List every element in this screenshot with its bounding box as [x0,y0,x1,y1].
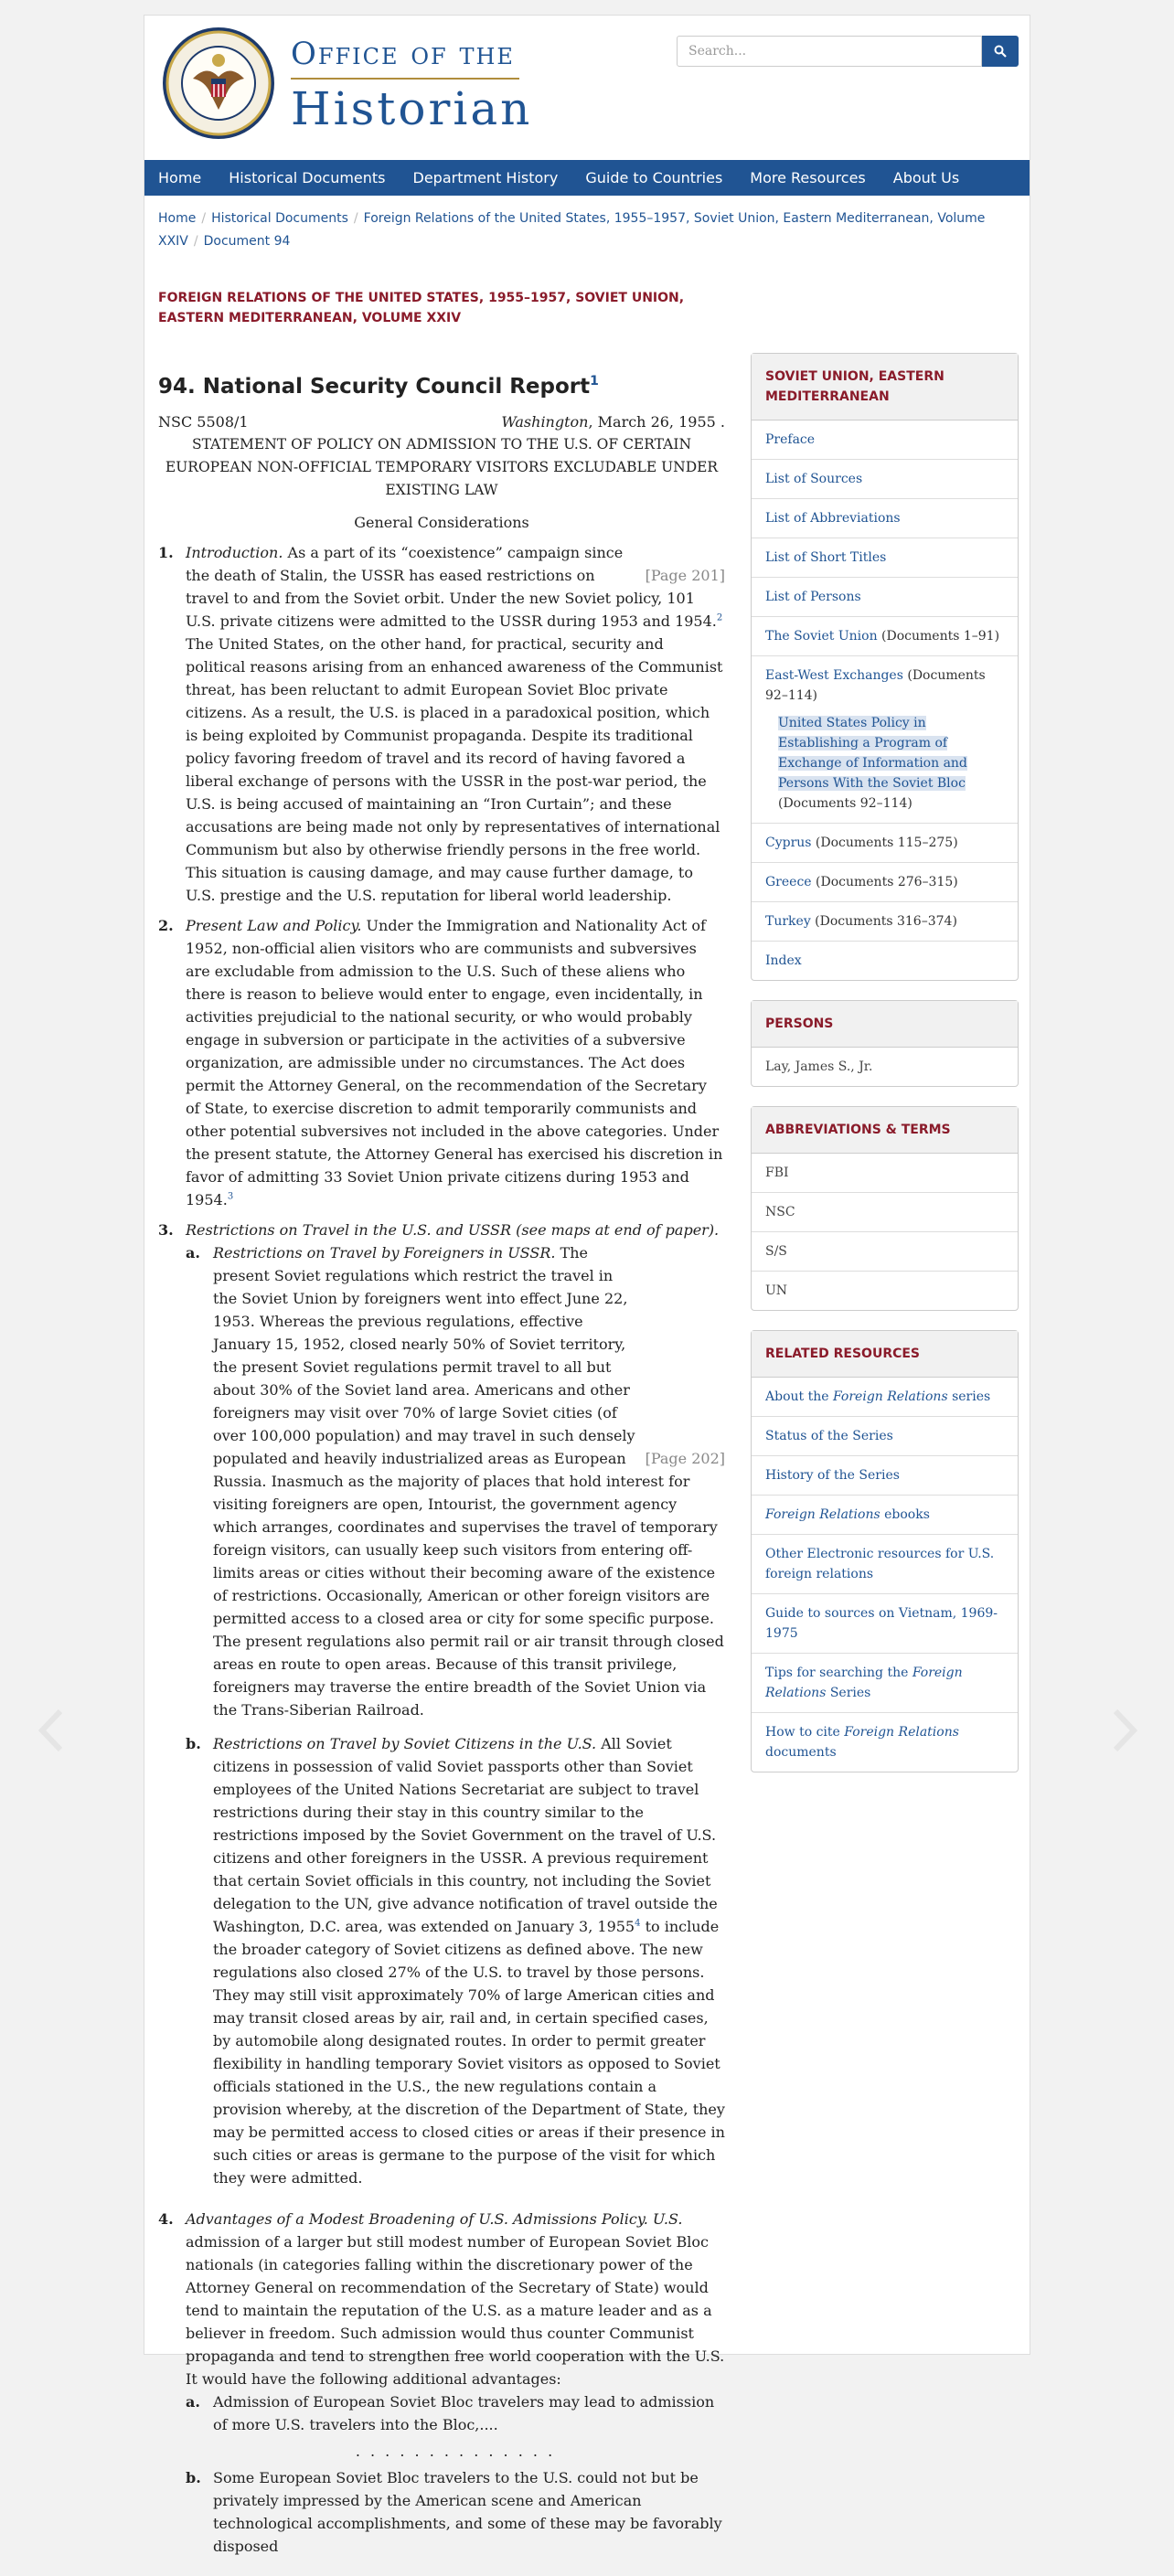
document-content [158,372,725,2576]
breadcrumb-separator: / [201,211,207,226]
footnote-ref[interactable]: 1 [590,374,599,389]
subparagraph-heading: Restrictions on Travel by Foreigners in USSR. [213,1244,556,1261]
subparagraph-text [213,1732,725,2189]
footnote-ref[interactable]: 3 [227,1191,234,1202]
paragraph-heading: Present Law and Policy. [186,917,362,934]
toc-item-east-west [752,656,1018,824]
search-input[interactable] [677,36,982,67]
volume-toc-panel [751,353,1019,981]
toc-range: (Documents 1–91) [877,629,1000,644]
abbr-item[interactable]: FBI [752,1154,1018,1193]
statement-heading: STATEMENT OF POLICY ON ADMISSION TO THE U.S. OF CERTAIN EUROPEAN NON-OFFICIAL TEMPORARY VISITORS EXCLUDABLE UNDER EXISTING LAW [165,436,719,498]
place: Washington [501,413,589,431]
toc-link[interactable]: List of Sources [765,472,863,486]
toc-link[interactable]: Preface [765,432,816,447]
paragraph-text [186,1219,725,2200]
subparagraph-body: The present Soviet regulations which restrict the travel in the Soviet Union by foreigners went into effect June 22, 1953. Whereas the previous regulations, effective January 15, 1952, closed nearly 50% of Soviet territory, the present Soviet regulations permit travel to all but about 30% of the Soviet land area. Americans and other foreigners may visit over 70% of large Soviet cities (of over 100,000 population) and may travel in such densely populated and heavily industrialized areas as European Russia. Inasmuch as the majority of places that hold interest for visiting foreigners are open, Intourist, the government agency which arranges, coordinates and supervises the travel of temporary foreign visitors, can usually keep such visitors from entering off-limits areas or cities without their becoming aware of the existence of restrictions. Occasionally, American or other foreign visitors are permitted access to a closed area or city for some specific purpose. The present regulations also permit rail or air transit through closed areas en route to open areas. Because of this transit privilege, foreigners may traverse the entire breadth of the Soviet Union via the Trans-Siberian Railroad. [213,1244,724,1719]
logo-rule [291,78,519,80]
toc-item-cyprus [752,824,1018,863]
toc-item-index [752,942,1018,980]
panel-title: SOVIET UNION, EASTERN MEDITERRANEAN [752,354,1018,420]
paragraph-heading: Restrictions on Travel in the U.S. and USSR (see maps at end of paper). [186,1221,720,1239]
page-container [144,15,1030,2555]
paragraph-number: 4. [158,2210,174,2228]
section-heading: General Considerations [354,514,529,531]
paragraph-1 [158,541,725,907]
paragraph-text [186,541,725,907]
link-text: ebooks [880,1507,930,1522]
toc-link[interactable]: List of Abbreviations [765,511,901,526]
related-link[interactable] [765,1725,959,1760]
related-item-history [752,1456,1018,1496]
page-marker[interactable]: [Page 202] [645,1450,725,1467]
breadcrumb-volume[interactable]: Foreign Relations of the United States, 1955–1957, Soviet Union, Eastern Mediterranean, Volume XXIV [158,211,986,249]
abbr-item[interactable]: NSC [752,1193,1018,1232]
paragraph-body: admission of a larger but still modest number of European Soviet Bloc nationals (in categories falling within the discretionary power of the Attorney General on recommendation of the Secretary of State) would tend to maintain the reputation of the U.S. as a mature leader and as a believer in freedom. Such admission would thus counter Communist propaganda and tend to strengthen free world cooperation with the U.S. It would have the following additional advantages: [186,2233,725,2388]
paragraph-text [186,914,725,1211]
toc-range: (Documents 276–315) [811,875,958,889]
place-date [501,410,725,433]
link-text: About the [765,1389,833,1404]
logo-top-text: Office of the [291,36,515,72]
panel-title: ABBREVIATIONS & TERMS [752,1107,1018,1154]
paragraph-4 [158,2208,725,2569]
subparagraph-letter: b. [186,2469,201,2486]
ellipsis-separator: . . . . . . . . . . . . . . [355,2443,556,2460]
site-logo[interactable] [291,36,532,134]
toc-link[interactable]: List of Short Titles [765,550,887,565]
paragraph-text [186,2208,725,2569]
related-item-about [752,1378,1018,1417]
abbr-item[interactable]: UN [765,1283,788,1298]
date: , March 26, 1955 [588,413,716,431]
volume-title[interactable]: FOREIGN RELATIONS OF THE UNITED STATES, 1955–1957, SOVIET UNION, EASTERN MEDITERRANEAN, VOLUME XXIV [158,291,685,325]
subparagraph-heading: Restrictions on Travel by Soviet Citizens in the U.S. [213,1735,597,1752]
toc-link-current[interactable]: United States Policy in Establishing a Program of Exchange of Information and Persons With the Soviet Bloc [778,716,967,791]
subparagraph-4a [186,2390,725,2436]
related-item-electronic [752,1535,1018,1594]
toc-item-sources [752,460,1018,499]
dateline [158,410,725,433]
toc-item-turkey [752,902,1018,942]
panel-title: PERSONS [752,1001,1018,1048]
related-item-tips [752,1654,1018,1713]
link-text: series [947,1389,991,1404]
nav-historical-documents[interactable]: Historical Documents [229,169,386,186]
breadcrumb [158,208,1018,253]
link-text-em: Foreign Relations [832,1389,948,1404]
person-item[interactable]: Lay, James S., Jr. [765,1059,873,1074]
related-item-vietnam [752,1594,1018,1654]
logo-bottom-text: Historian [291,82,533,135]
chevron-right-icon[interactable] [1112,1708,1139,1753]
related-link[interactable]: Other Electronic resources for U.S. foreign relations [765,1547,995,1581]
paragraph-number: 1. [158,544,174,561]
panel-title: RELATED RESOURCES [752,1331,1018,1378]
related-link[interactable] [765,1666,963,1700]
subparagraph-text [213,1241,725,1721]
toc-range: (Documents 92–114) [765,668,986,703]
nav-department-history[interactable]: Department History [412,169,559,186]
related-link[interactable] [765,1507,930,1522]
footnote-ref[interactable]: 4 [635,1918,641,1929]
abbr-item[interactable]: S/S [752,1232,1018,1272]
main-nav [144,160,1030,196]
link-text-em: Foreign Relations [765,1666,963,1700]
toc-item-persons [752,578,1018,617]
abbreviations-panel [751,1106,1019,1311]
paragraph-body: As a part of its “coexistence” campaign since the death of Stalin, the USSR has eased restrictions on travel to and from the Soviet orbit. Under the new Soviet policy, 101 U.S. private citizens were admitted to the USSR during 1953 and 1954. [186,544,717,630]
paragraph-2 [158,914,725,1211]
nav-more-resources[interactable]: More Resources [750,169,866,186]
search-form [677,36,1019,67]
link-text: How to cite [765,1725,845,1740]
link-text: Series [826,1686,871,1700]
related-resources-panel [751,1330,1019,1772]
chevron-left-icon[interactable] [37,1708,64,1753]
subparagraph-3a [186,1241,725,1721]
toc-link[interactable]: Cyprus [765,836,812,850]
sidebar [751,353,1019,1792]
toc-link[interactable]: Turkey [765,914,811,929]
document-title-text: 94. National Security Council Report [158,375,591,399]
subparagraph-body: to include the broader category of Soviet citizens as defined above. The new regulations also closed 27% of the U.S. to travel by those persons. They may still visit approximately 70% of large American cities and may transit closed areas by air, rail and, in certain specified cases, by automobile along designated routes. In order to permit greater flexibility in handling temporary Soviet visitors as opposed to Soviet officials stationed in the U.S., the new regulations contain a provision whereby, at the discretion of the Department of State, they may be permitted access to closed cities or areas if their presence in such cities or areas is germane to the purpose of the visit for which they were admitted. [213,1918,725,2187]
subparagraph-4b [186,2466,725,2558]
related-link[interactable]: Guide to sources on Vietnam, 1969-1975 [765,1606,998,1641]
subparagraph-letter: a. [186,1244,200,1261]
related-link[interactable]: Status of the Series [765,1429,893,1443]
link-text: documents [765,1745,837,1760]
page-marker[interactable]: [Page 201] [645,567,725,584]
toc-link[interactable]: List of Persons [765,590,861,604]
paragraph-heading: Advantages of a Modest Broadening of U.S. Admissions Policy. U.S. [186,2210,683,2228]
subparagraph-text: Admission of European Soviet Bloc travelers may lead to admission of more U.S. travelers into the Bloc,.... [213,2393,715,2433]
related-item-ebooks [752,1496,1018,1535]
subparagraph-text: Some European Soviet Bloc travelers to the U.S. could not but be privately impressed by the American scene and American technological accomplishments, and some of these may be favorably disposed [213,2469,722,2555]
toc-item-greece [752,863,1018,902]
date-end: . [720,413,725,431]
link-text-em: Foreign Relations [765,1507,880,1522]
paragraph-body: Under the Immigration and Nationality Act of 1952, non-official alien visitors who are communists and subversives are excludable from admission to the U.S. Such of these aliens who there is reason to believe would enter to engage, even incidentally, in activities prejudicial to the national security, or who would probably engage in subversion or participate in the activities of a subversive organization, are admissible under no circumstances. The Act does permit the Attorney General, on the recommendation of the Secretary of State, to exercise discretion to admit temporarily communists and other potential subversives not included in the above categories. Under the present statute, the Attorney General has exercised his discretion in favor of admitting 33 Soviet Union private citizens during 1953 and 1954. [186,917,723,1208]
related-link[interactable] [765,1389,990,1404]
toc-link[interactable]: East-West Exchanges [765,668,903,683]
toc-link[interactable]: Index [765,953,802,968]
toc-link[interactable]: Greece [765,875,812,889]
link-text-em: Foreign Relations [844,1725,959,1740]
toc-range: (Documents 316–374) [810,914,957,929]
toc-item-preface [752,420,1018,460]
search-button[interactable] [982,36,1019,67]
subparagraph-3b [186,1732,725,2189]
toc-subitem-current [778,713,1004,814]
persons-panel [751,1000,1019,1087]
breadcrumb-separator: / [193,234,198,249]
related-link[interactable]: History of the Series [765,1468,900,1483]
toc-item-soviet-union [752,617,1018,656]
subparagraph-letter: a. [186,2393,200,2411]
paragraph-number: 3. [158,1221,174,1239]
nsc-number: NSC 5508/1 [158,413,249,431]
paragraph-heading: Introduction. [186,544,283,561]
breadcrumb-document[interactable]: Document 94 [203,234,291,249]
nav-about-us[interactable]: About Us [892,169,960,186]
toc-range: (Documents 92–114) [778,796,913,811]
search-icon [994,45,1007,58]
document-title [158,372,725,401]
paragraph-body: The United States, on the other hand, for practical, security and political reasons arising from an enhanced awareness of the Communist threat, has been reluctant to admit European Soviet Bloc private citizens. As a result, the U.S. is placed in a paradoxical position, which is being exploited by Communist propaganda. Despite its traditional policy favoring freedom of travel and its record of having favored a liberal exchange of persons with the USSR in the post-war period, the U.S. is being accused of maintaining an “Iron Curtain”; and these accusations are being made not only by representatives of international Communism but also by otherwise friendly persons in the free world. This situation is causing damage, and may cause further damage, to U.S. prestige and the U.S. reputation for liberal world leadership. [186,635,723,904]
footnote-ref[interactable]: 2 [716,612,723,623]
subparagraph-letter: b. [186,1735,201,1752]
toc-item-abbreviations [752,499,1018,538]
nav-home[interactable]: Home [158,169,202,186]
site-header [144,16,1030,160]
paragraph-3 [158,1219,725,2200]
nav-guide-to-countries[interactable]: Guide to Countries [585,169,723,186]
toc-item-short-titles [752,538,1018,578]
breadcrumb-home[interactable]: Home [158,211,197,226]
toc-range: (Documents 115–275) [811,836,958,850]
breadcrumb-separator: / [353,211,358,226]
link-text: Tips for searching the [765,1666,913,1680]
related-item-status [752,1417,1018,1456]
paragraph-number: 2. [158,917,174,934]
related-item-cite [752,1713,1018,1772]
department-of-state-seal[interactable] [161,26,276,141]
breadcrumb-historical-documents[interactable]: Historical Documents [211,211,348,226]
subparagraph-body: All Soviet citizens in possession of valid Soviet passports other than Soviet employees of the United Nations Secretariat are subject to travel restrictions during their stay in this country similar to the restrictions imposed by the Soviet Government on the travel of U.S. citizens and other foreigners in the USSR. A previous requirement that certain Soviet officials in this country, not including the Soviet delegation to the UN, give advance notification of travel outside the Washington, D.C. area, was extended on January 3, 1955 [213,1735,718,1935]
toc-link[interactable]: The Soviet Union [765,629,878,644]
